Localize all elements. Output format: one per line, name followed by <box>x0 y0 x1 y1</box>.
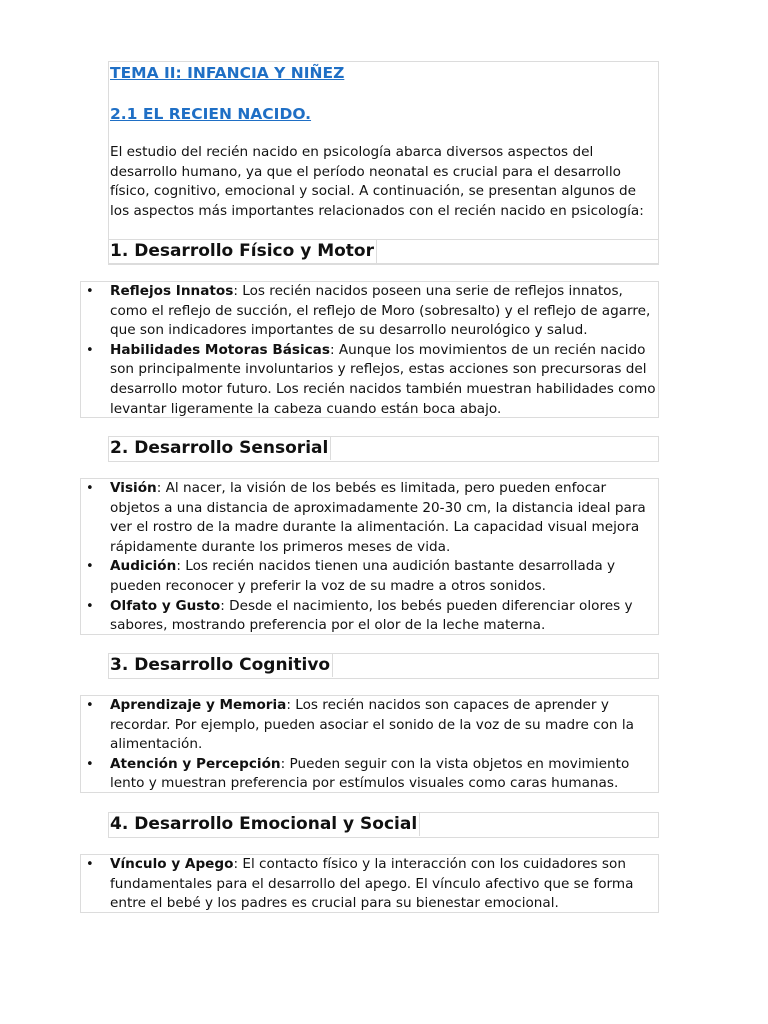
bullet-icon: • <box>86 559 94 575</box>
item-term: Olfato y Gusto <box>110 597 221 614</box>
item-text: : Los recién nacidos tienen una audición bastante desarrollada y pueden reconocer y preferir la voz de su madre a otros sonidos. <box>110 558 616 594</box>
item-term: Reflejos Innatos <box>110 283 234 299</box>
item-text: : Pueden seguir con la vista objetos en movimiento lento y muestran preferencia por estímulos visuales como caras humanas. <box>110 755 630 792</box>
list-item <box>81 282 658 341</box>
bullet-icon: • <box>86 598 94 614</box>
item-term: Audición <box>110 558 177 575</box>
bullet-icon: • <box>86 342 94 358</box>
bullet-icon: • <box>86 284 94 299</box>
item-term: Visión <box>110 480 157 496</box>
list-block <box>80 695 659 793</box>
list-block <box>80 854 659 913</box>
list-item <box>81 597 658 636</box>
item-term: Vínculo y Apego <box>110 856 234 872</box>
item-term: Habilidades Motoras Básicas <box>110 341 330 358</box>
list-item <box>81 755 658 794</box>
item-term: Atención y Percepción <box>110 755 281 772</box>
item-term: Aprendizaje y Memoria <box>110 697 287 713</box>
intro-paragraph: El estudio del recién nacido en psicología abarca diversos aspectos del desarrollo humano, ya que el período neonatal es crucial para el desarrollo físico, cognitivo, emocional y social. A continuación, se presentan algunos de los aspectos más importantes relacionados con el recién nacido en psicología: <box>110 144 644 219</box>
list-block <box>80 281 659 418</box>
bullet-icon: • <box>86 481 94 496</box>
item-text: : Desde el nacimiento, los bebés pueden diferenciar olores y sabores, mostrando preferencia por el olor de la leche materna. <box>110 597 633 634</box>
list-block <box>80 478 659 635</box>
list-item <box>81 696 658 755</box>
item-text: : Al nacer, la visión de los bebés es limitada, pero pueden enfocar objetos a una distancia de aproximadamente 20-30 cm, la distancia ideal para ver el rostro de la madre durante la alimentación. La capacidad visual mejora rápidamente durante los primeros meses de vida. <box>110 480 646 555</box>
section-heading: 3. Desarrollo Cognitivo <box>110 653 333 677</box>
bullet-icon: • <box>86 756 94 772</box>
section-heading: 1. Desarrollo Físico y Motor <box>110 239 377 263</box>
item-text: : El contacto físico y la interacción con los cuidadores son fundamentales para el desarrollo del apego. El vínculo afectivo que se forma entre el bebé y los padres es crucial para su bienestar emocional. <box>110 856 634 912</box>
bullet-icon: • <box>86 857 94 872</box>
section-subtitle: 2.1 EL RECIEN NACIDO. <box>110 105 312 123</box>
item-text: : Los recién nacidos son capaces de aprender y recordar. Por ejemplo, pueden asociar el sonido de la voz de su madre con la alimentación. <box>110 697 634 753</box>
list-item <box>81 557 658 596</box>
bullet-icon: • <box>86 698 94 713</box>
list-item <box>81 341 658 419</box>
section-heading: 2. Desarrollo Sensorial <box>110 436 331 460</box>
list-item <box>81 479 658 557</box>
item-text: : Los recién nacidos poseen una serie de reflejos innatos, como el reflejo de succión, el reflejo de Moro (sobresalto) y el reflejo de agarre, que son indicadores importantes de su desarrollo neurológico y salud. <box>110 283 651 339</box>
list-item <box>81 855 658 914</box>
item-text: : Aunque los movimientos de un recién nacido son principalmente involuntarios y reflejos, estas acciones son precursoras del desarrollo motor futuro. Los recién nacidos también muestran habilidades como levantar ligeramente la cabeza cuando están boca abajo. <box>110 341 656 417</box>
section-heading: 4. Desarrollo Emocional y Social <box>110 812 420 836</box>
page-title: TEMA II: INFANCIA Y NIÑEZ <box>110 64 345 82</box>
